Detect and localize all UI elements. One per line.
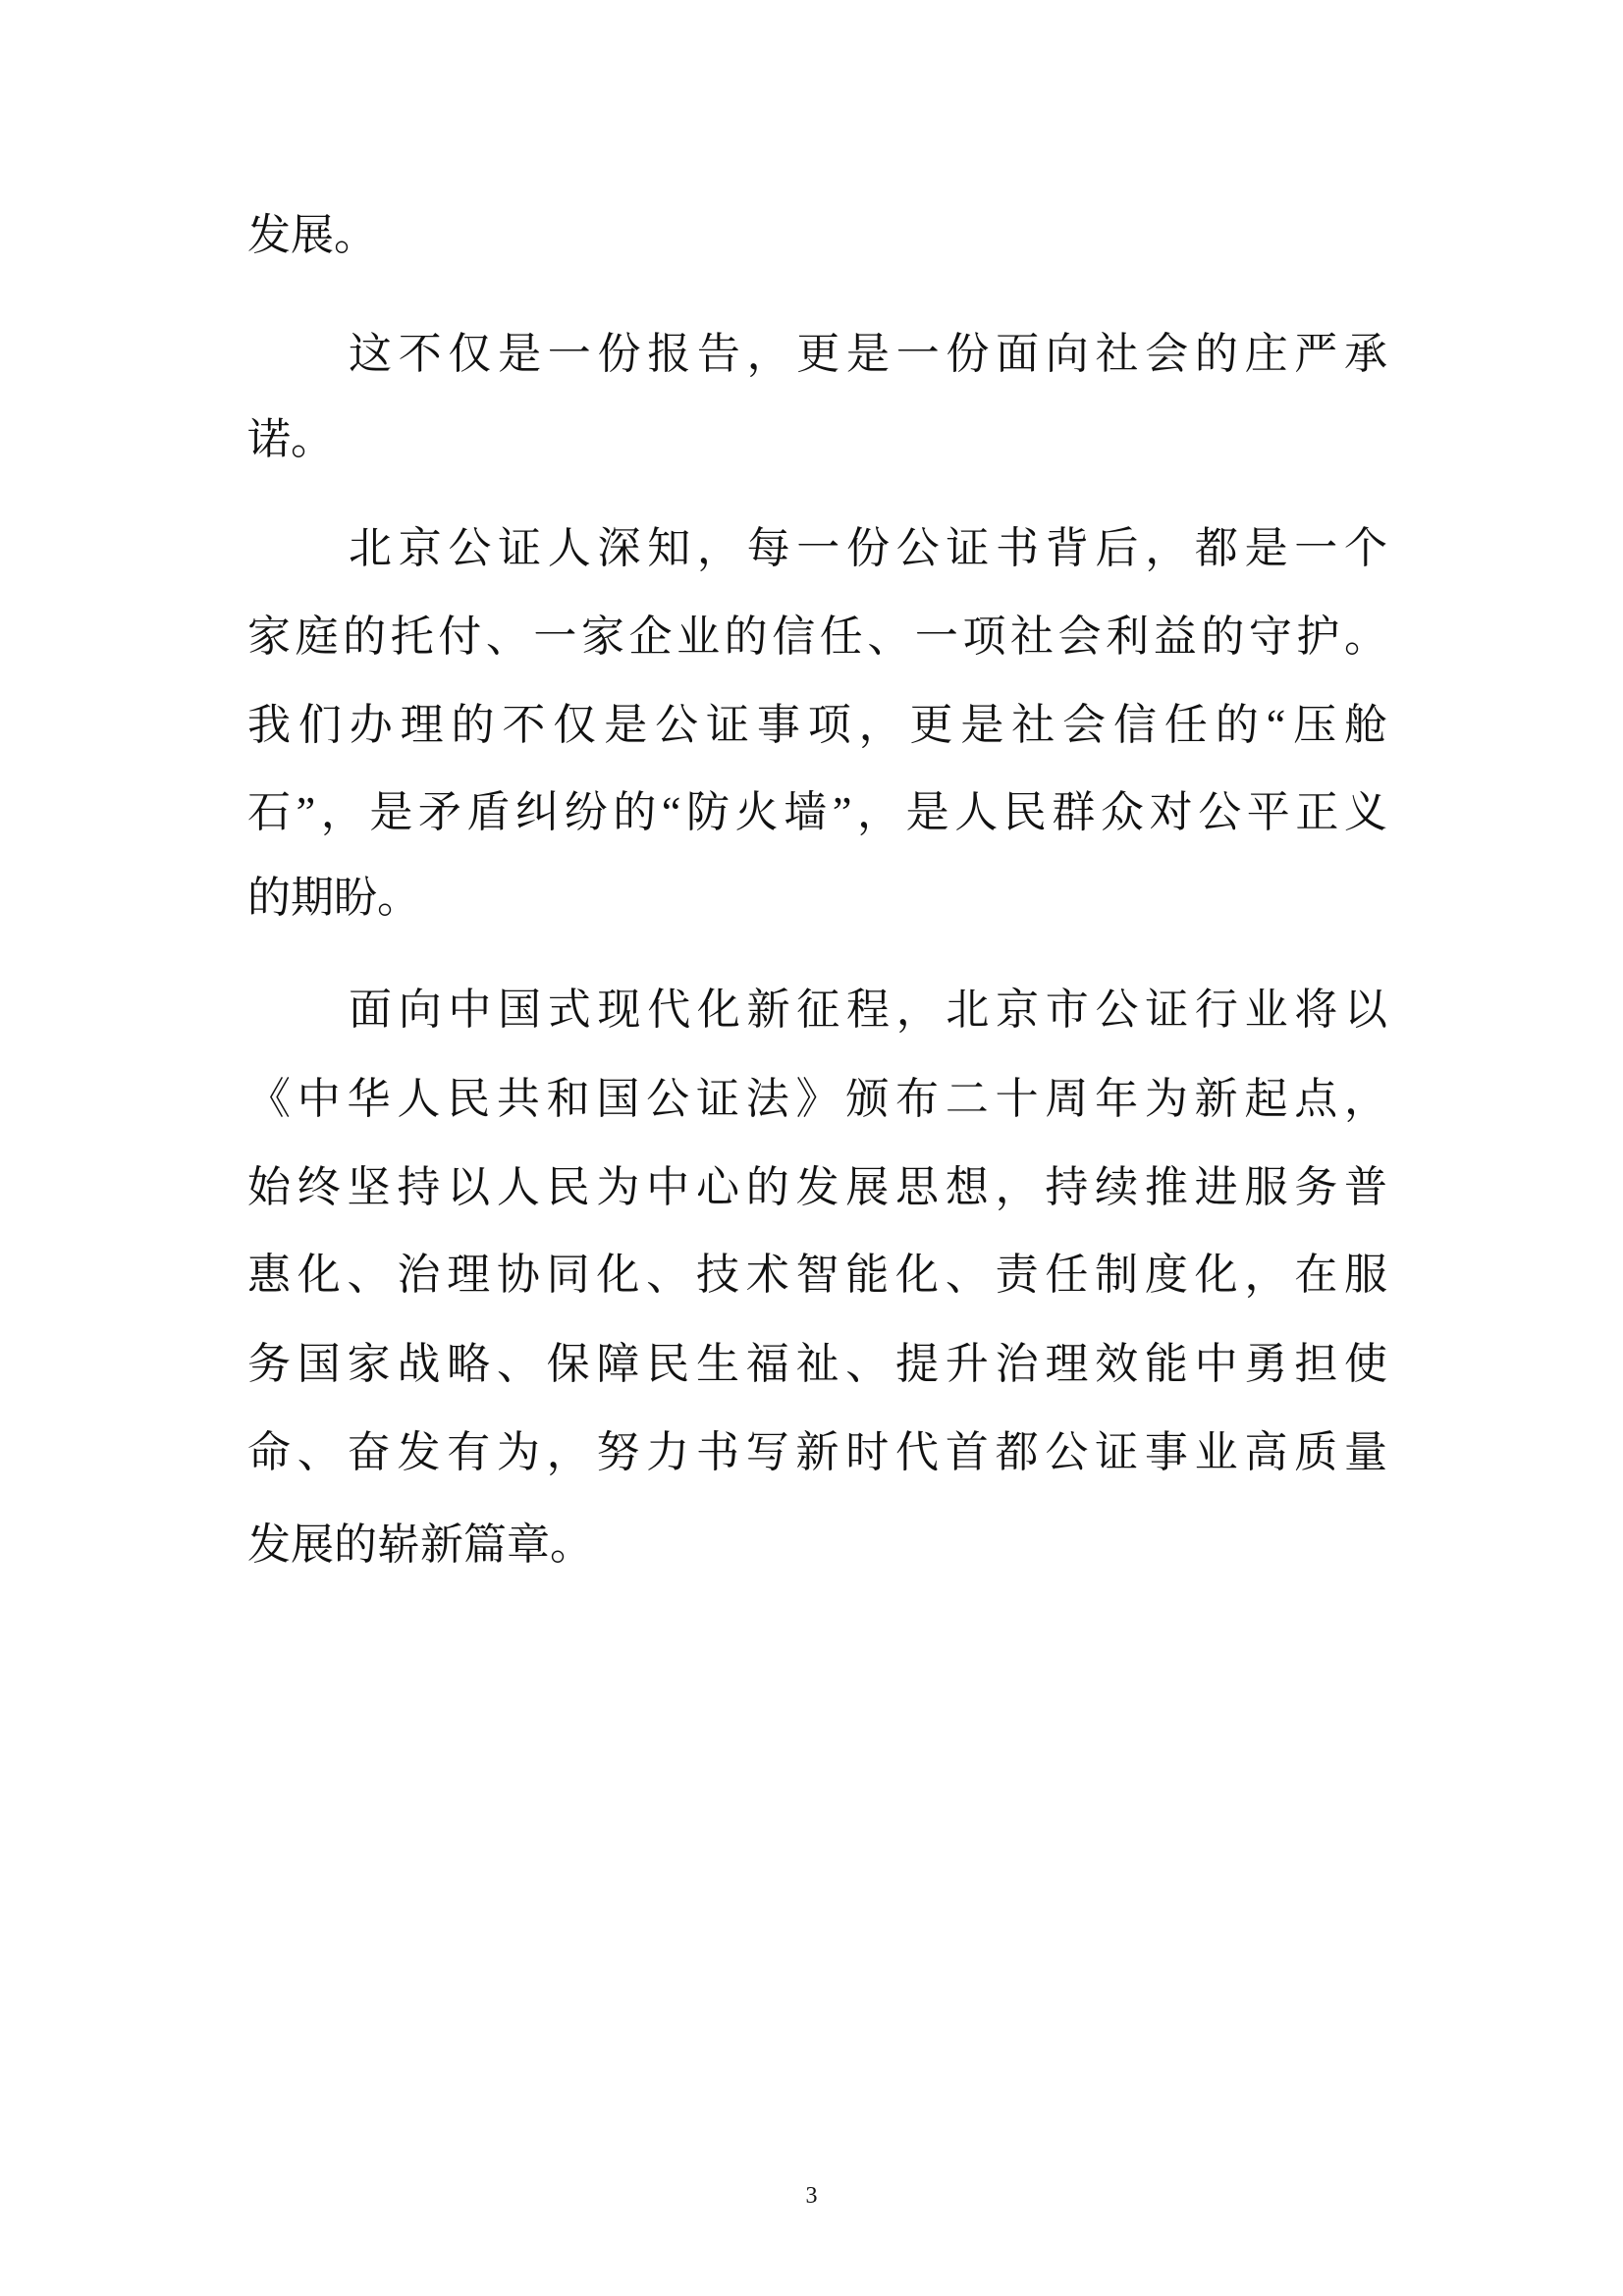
text-line: 面向中国式现代化新征程，北京市公证行业将以	[349, 986, 1387, 1034]
text-line: 《中华人民共和国公证法》颁布二十周年为新起点，	[247, 1075, 1387, 1123]
text-line: 石”，是矛盾纠纷的“防火墙”，是人民群众对公平正义	[247, 788, 1387, 836]
text-line: 发展。	[247, 211, 377, 259]
text-line: 惠化、治理协同化、技术智能化、责任制度化，在服	[247, 1251, 1387, 1299]
text-line: 这不仅是一份报告，更是一份面向社会的庄严承	[349, 330, 1387, 378]
text-line: 我们办理的不仅是公证事项，更是社会信任的“压舱	[247, 701, 1387, 749]
text-line: 务国家战略、保障民生福祉、提升治理效能中勇担使	[247, 1340, 1387, 1388]
text-line: 北京公证人深知，每一份公证书背后，都是一个	[349, 524, 1387, 572]
text-line: 发展的崭新篇章。	[247, 1521, 593, 1569]
text-line: 始终坚持以人民为中心的发展思想，持续推进服务普	[247, 1163, 1387, 1211]
text-line: 命、奋发有为，努力书写新时代首都公证事业高质量	[247, 1428, 1387, 1476]
text-line: 家庭的托付、一家企业的信任、一项社会利益的守护。	[247, 613, 1387, 661]
text-line: 的期盼。	[247, 874, 420, 922]
text-line: 诺。	[247, 415, 334, 463]
page-number: 3	[805, 2183, 818, 2209]
